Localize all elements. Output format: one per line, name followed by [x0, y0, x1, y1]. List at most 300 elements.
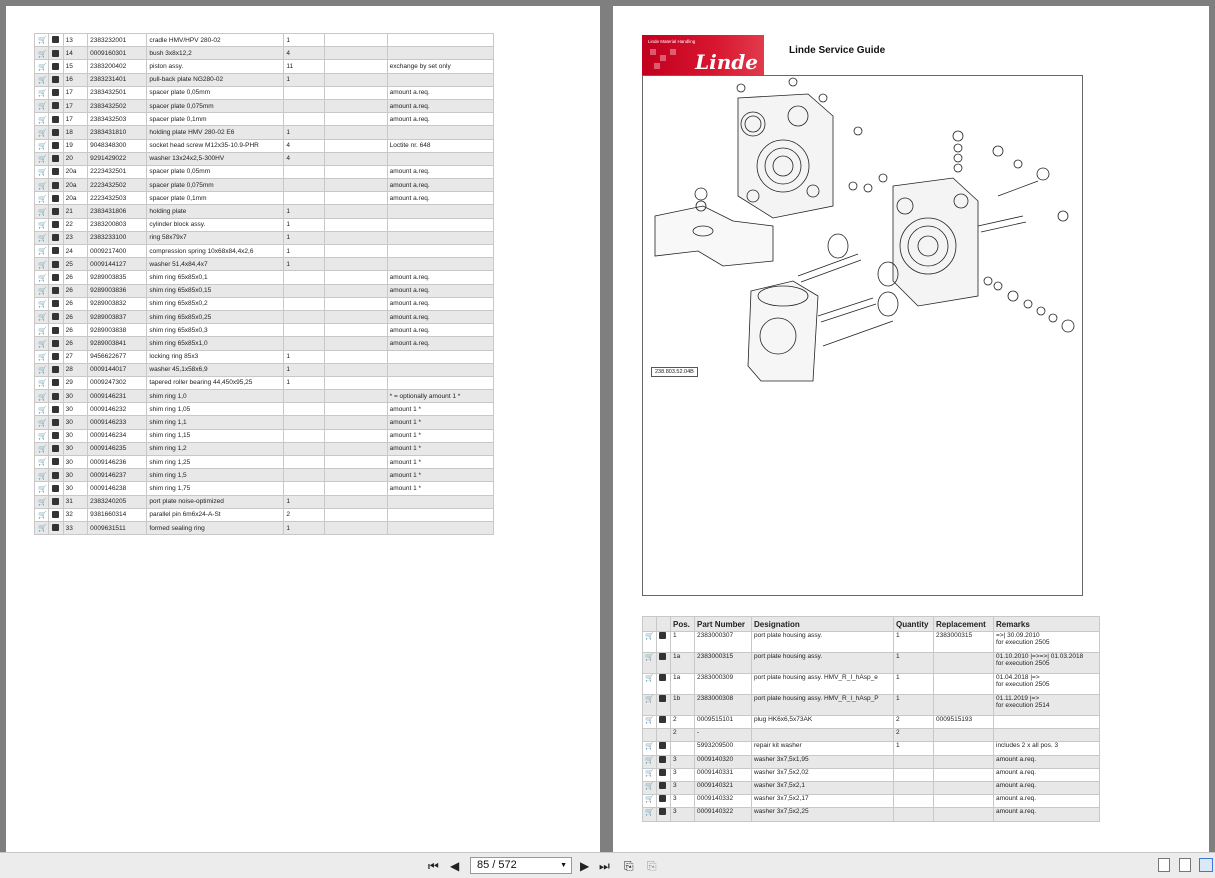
cart-icon[interactable]: 🛒: [38, 50, 47, 58]
parts-bag-icon[interactable]: [52, 142, 59, 149]
bag-cell: [49, 179, 63, 192]
bag-cell: [49, 60, 63, 73]
table-row: [35, 521, 494, 534]
cart-cell: [35, 284, 49, 297]
pos-cell: 17: [63, 86, 88, 99]
parts-bag-icon[interactable]: [52, 393, 59, 400]
cart-icon[interactable]: 🛒: [38, 222, 47, 230]
cart-icon[interactable]: 🛒: [645, 796, 654, 804]
cart-icon[interactable]: 🛒: [645, 717, 654, 724]
designation-cell: shim ring 65x85x0,25: [147, 310, 284, 323]
table-row: [643, 755, 1100, 768]
bag-cell: [49, 297, 63, 310]
cart-icon[interactable]: 🛒: [38, 380, 47, 388]
cart-cell: [35, 403, 49, 416]
remarks-cell: [994, 808, 1100, 821]
cart-icon[interactable]: 🛒: [38, 314, 47, 322]
pos-cell: 26: [63, 284, 88, 297]
parts-bag-icon[interactable]: [52, 406, 59, 413]
replacement-cell: [325, 245, 387, 258]
replacement-cell: [934, 781, 994, 794]
bag-cell: [49, 403, 63, 416]
parts-bag-icon[interactable]: [52, 261, 59, 268]
pos-cell: 26: [63, 310, 88, 323]
col-quantity: Quantity: [894, 617, 934, 632]
bag-cell: [49, 126, 63, 139]
single-page-icon[interactable]: [1158, 858, 1170, 872]
two-page-icon[interactable]: [1199, 858, 1213, 872]
quantity-cell: 1: [284, 350, 325, 363]
chevron-down-icon[interactable]: ▼: [560, 862, 567, 869]
replacement-cell: [325, 297, 387, 310]
replacement-cell: [325, 403, 387, 416]
bag-cell: [49, 192, 63, 205]
page-number-input[interactable]: [470, 857, 572, 874]
remarks-cell: [387, 508, 493, 521]
parts-bag-icon[interactable]: [659, 808, 666, 815]
cart-cell: [35, 152, 49, 165]
parts-bag-icon[interactable]: [659, 674, 666, 681]
cart-icon[interactable]: 🛒: [645, 743, 654, 751]
cart-icon[interactable]: 🛒: [38, 340, 47, 348]
parts-bag-icon[interactable]: [52, 102, 59, 109]
designation-cell: spacer plate 0,05mm: [147, 165, 284, 178]
cart-icon[interactable]: 🛒: [38, 446, 47, 454]
cart-icon[interactable]: 🛒: [38, 353, 47, 361]
cart-icon[interactable]: 🛒: [645, 654, 654, 661]
parts-bag-icon[interactable]: [52, 458, 59, 465]
replacement-cell: 2383000315: [934, 632, 994, 653]
pdf-page-right: [613, 6, 1209, 852]
remarks-cell: [387, 47, 493, 60]
cart-icon[interactable]: 🛒: [38, 248, 47, 256]
remarks-cell: [994, 632, 1100, 653]
replacement-cell: [934, 674, 994, 695]
cart-icon[interactable]: 🛒: [38, 90, 47, 98]
quantity-cell: 4: [284, 139, 325, 152]
part-number-cell: 0009140331: [695, 768, 752, 781]
forward-icon[interactable]: ⎘: [647, 859, 657, 873]
pos-cell: 14: [63, 47, 88, 60]
parts-bag-icon[interactable]: [52, 182, 59, 189]
parts-bag-icon[interactable]: [52, 129, 59, 136]
pos-cell: 20: [63, 152, 88, 165]
designation-cell: tapered roller bearing 44,450x95,25: [147, 376, 284, 389]
cart-cell: [35, 60, 49, 73]
continuous-icon[interactable]: [1179, 858, 1191, 872]
quantity-cell: 1: [284, 231, 325, 244]
remarks-cell: amount 1 *: [387, 482, 493, 495]
designation-cell: washer 51,4x84,4x7: [147, 258, 284, 271]
quantity-cell: [284, 310, 325, 323]
cart-icon[interactable]: 🛒: [645, 756, 654, 764]
last-page-icon[interactable]: ⏭: [599, 859, 610, 873]
parts-table-right: [642, 616, 1100, 822]
cart-icon[interactable]: 🛒: [645, 782, 654, 790]
bag-cell: [657, 755, 671, 768]
quantity-cell: 1: [894, 653, 934, 674]
cart-icon[interactable]: 🛒: [38, 485, 47, 493]
table-row: [643, 781, 1100, 794]
bag-cell: [49, 205, 63, 218]
parts-bag-icon[interactable]: [52, 76, 59, 83]
designation-cell: port plate noise-optimized: [147, 495, 284, 508]
pos-cell: 26: [63, 337, 88, 350]
parts-bag-icon[interactable]: [52, 195, 59, 202]
pos-cell: 2: [671, 716, 695, 729]
next-page-icon[interactable]: ▶: [580, 859, 590, 873]
cart-icon[interactable]: 🛒: [38, 103, 47, 111]
table-row: [35, 508, 494, 521]
cart-icon[interactable]: 🛒: [38, 419, 47, 427]
pos-cell: 1a: [671, 653, 695, 674]
pos-cell: 1b: [671, 695, 695, 716]
table-row: [35, 113, 494, 126]
linde-logo: [642, 35, 764, 76]
designation-cell: holding plate HMV 280-02 E6: [147, 126, 284, 139]
cart-icon[interactable]: 🛒: [38, 142, 47, 150]
quantity-cell: [284, 99, 325, 112]
pos-cell: 3: [671, 795, 695, 808]
parts-bag-icon[interactable]: [52, 524, 59, 531]
col-designation: Designation: [752, 617, 894, 632]
parts-bag-icon[interactable]: [52, 300, 59, 307]
quantity-cell: 2: [894, 729, 934, 742]
parts-bag-icon[interactable]: [52, 168, 59, 175]
designation-cell: shim ring 1,05: [147, 403, 284, 416]
cart-cell: [35, 508, 49, 521]
table-row: [643, 742, 1100, 755]
table-row: [35, 179, 494, 192]
remarks-cell: [994, 674, 1100, 695]
cart-icon[interactable]: 🛒: [38, 182, 47, 190]
quantity-cell: 1: [894, 674, 934, 695]
parts-bag-icon[interactable]: [659, 742, 666, 749]
replacement-cell: [325, 179, 387, 192]
cart-icon[interactable]: 🛒: [38, 301, 47, 309]
col-replacement: Replacement: [934, 617, 994, 632]
parts-bag-icon[interactable]: [52, 287, 59, 294]
cart-icon[interactable]: 🛒: [645, 633, 654, 640]
designation-cell: port plate housing assy. HMV_R_I_hAsp_e: [752, 674, 894, 695]
bag-cell: [49, 390, 63, 403]
quantity-cell: 2: [894, 716, 934, 729]
table-row: [35, 337, 494, 350]
designation-cell: pull-back plate NG280-02: [147, 73, 284, 86]
cart-icon[interactable]: 🛒: [38, 433, 47, 441]
parts-bag-icon[interactable]: [52, 208, 59, 215]
cart-icon[interactable]: 🛒: [645, 696, 654, 703]
remarks-cell: Loctite nr. 648: [387, 139, 493, 152]
part-number-cell: 9456622677: [88, 350, 147, 363]
exploded-parts-diagram: [642, 75, 1083, 596]
cart-icon[interactable]: 🛒: [645, 769, 654, 777]
bag-cell: [49, 47, 63, 60]
part-number-cell: 0009217400: [88, 245, 147, 258]
pos-cell: 3: [671, 808, 695, 821]
bag-cell: [49, 429, 63, 442]
replacement-cell: [325, 310, 387, 323]
cart-icon[interactable]: 🛒: [38, 195, 47, 203]
parts-bag-icon[interactable]: [52, 419, 59, 426]
parts-bag-icon[interactable]: [52, 366, 59, 373]
quantity-cell: [894, 795, 934, 808]
cart-cell: [35, 469, 49, 482]
quantity-cell: [894, 755, 934, 768]
back-icon[interactable]: ⎘: [624, 859, 634, 873]
remarks-line: 01.11.2019 |=>: [996, 695, 1040, 702]
quantity-cell: 4: [284, 152, 325, 165]
bag-cell: [49, 363, 63, 376]
quantity-cell: 1: [284, 34, 325, 47]
remarks-cell: [994, 695, 1100, 716]
part-number-cell: 0009144127: [88, 258, 147, 271]
pos-cell: 13: [63, 34, 88, 47]
parts-bag-icon[interactable]: [52, 116, 59, 123]
remarks-line: for execution 2505: [996, 660, 1050, 667]
cart-cell: [35, 99, 49, 112]
quantity-cell: 4: [284, 47, 325, 60]
table-row: [35, 442, 494, 455]
table-row: [35, 34, 494, 47]
table-row: [35, 47, 494, 60]
replacement-cell: [325, 113, 387, 126]
designation-cell: washer 3x7,5x2,25: [752, 808, 894, 821]
cart-cell: [35, 521, 49, 534]
cart-icon[interactable]: 🛒: [38, 63, 47, 71]
parts-bag-icon[interactable]: [659, 632, 666, 639]
cart-cell: [35, 205, 49, 218]
cart-icon[interactable]: 🛒: [38, 37, 47, 45]
remarks-cell: [387, 363, 493, 376]
quantity-cell: 2: [284, 508, 325, 521]
quantity-cell: [284, 324, 325, 337]
bag-cell: [49, 165, 63, 178]
pos-cell: [671, 742, 695, 755]
remarks-cell: amount 1 *: [387, 416, 493, 429]
table-row: [35, 218, 494, 231]
parts-bag-icon[interactable]: [52, 63, 59, 70]
part-number-cell: 2223432502: [88, 179, 147, 192]
cart-icon[interactable]: 🛒: [645, 809, 654, 817]
parts-bag-icon[interactable]: [659, 756, 666, 763]
page-header: [642, 35, 1083, 75]
pos-cell: 30: [63, 482, 88, 495]
remarks-cell: [387, 218, 493, 231]
replacement-cell: [325, 165, 387, 178]
quantity-cell: [284, 113, 325, 126]
cart-cell: [643, 781, 657, 794]
table-row: [35, 416, 494, 429]
part-number-cell: 0009146234: [88, 429, 147, 442]
remarks-cell: [994, 768, 1100, 781]
cart-cell: [35, 456, 49, 469]
replacement-cell: 0009515193: [934, 716, 994, 729]
cart-cell: [35, 482, 49, 495]
parts-bag-icon[interactable]: [659, 769, 666, 776]
designation-cell: holding plate: [147, 205, 284, 218]
cart-icon[interactable]: 🛒: [38, 459, 47, 467]
cart-cell: [35, 310, 49, 323]
parts-bag-icon[interactable]: [659, 795, 666, 802]
pos-cell: 26: [63, 324, 88, 337]
part-number-cell: 2383200803: [88, 218, 147, 231]
cart-icon[interactable]: 🛒: [38, 169, 47, 177]
cart-icon[interactable]: 🛒: [38, 261, 47, 269]
remarks-cell: [387, 521, 493, 534]
pos-cell: 3: [671, 781, 695, 794]
cart-icon[interactable]: 🛒: [38, 208, 47, 216]
cart-cell: [35, 245, 49, 258]
table-row: [643, 674, 1100, 695]
prev-page-icon[interactable]: ◀: [450, 859, 460, 873]
parts-bag-icon[interactable]: [659, 716, 666, 723]
parts-bag-icon[interactable]: [52, 247, 59, 254]
remarks-cell: amount a.req.: [387, 324, 493, 337]
page-title: Linde Service Guide: [789, 45, 886, 56]
cart-icon[interactable]: 🛒: [38, 77, 47, 85]
replacement-cell: [325, 86, 387, 99]
bag-cell: [657, 653, 671, 674]
table-row: [35, 284, 494, 297]
parts-bag-icon[interactable]: [52, 432, 59, 439]
replacement-cell: [325, 350, 387, 363]
part-number-cell: 2383000308: [695, 695, 752, 716]
table-row: [35, 126, 494, 139]
cart-cell: [643, 808, 657, 821]
designation-cell: shim ring 65x85x0,3: [147, 324, 284, 337]
designation-cell: shim ring 1,2: [147, 442, 284, 455]
pos-cell: 30: [63, 469, 88, 482]
cart-icon[interactable]: 🛒: [38, 288, 47, 296]
parts-bag-icon[interactable]: [52, 353, 59, 360]
bag-cell: [657, 795, 671, 808]
parts-bag-icon[interactable]: [52, 485, 59, 492]
replacement-cell: [934, 695, 994, 716]
parts-bag-icon[interactable]: [52, 221, 59, 228]
pos-cell: 30: [63, 390, 88, 403]
parts-bag-icon[interactable]: [52, 234, 59, 241]
parts-bag-icon[interactable]: [52, 327, 59, 334]
cart-icon[interactable]: 🛒: [38, 156, 47, 164]
pos-cell: 30: [63, 416, 88, 429]
cart-icon[interactable]: 🛒: [38, 235, 47, 243]
cart-cell: [35, 34, 49, 47]
cart-icon[interactable]: 🛒: [38, 525, 47, 533]
quantity-cell: [284, 429, 325, 442]
designation-cell: port plate housing assy. HMV_R_I_hAsp_P: [752, 695, 894, 716]
parts-bag-icon[interactable]: [52, 340, 59, 347]
table-row: [35, 350, 494, 363]
bag-cell: [49, 245, 63, 258]
cart-icon[interactable]: 🛒: [38, 406, 47, 414]
designation-cell: piston assy.: [147, 60, 284, 73]
cart-icon[interactable]: 🛒: [38, 327, 47, 335]
quantity-cell: 1: [284, 218, 325, 231]
replacement-cell: [325, 363, 387, 376]
replacement-cell: [934, 729, 994, 742]
bag-cell: [49, 231, 63, 244]
table-row: [35, 165, 494, 178]
cart-icon[interactable]: 🛒: [38, 367, 47, 375]
cart-icon[interactable]: 🛒: [38, 129, 47, 137]
parts-bag-icon[interactable]: [659, 782, 666, 789]
bag-cell: [657, 808, 671, 821]
part-number-cell: 0009146231: [88, 390, 147, 403]
parts-bag-icon[interactable]: [52, 498, 59, 505]
pos-cell: 23: [63, 231, 88, 244]
cart-icon[interactable]: 🛒: [38, 512, 47, 520]
remarks-cell: amount 1 *: [387, 469, 493, 482]
quantity-cell: [894, 781, 934, 794]
parts-bag-icon[interactable]: [52, 379, 59, 386]
quantity-cell: 1: [284, 376, 325, 389]
logo-wordmark: Linde: [695, 50, 758, 74]
bag-cell: [49, 324, 63, 337]
designation-cell: [752, 729, 894, 742]
remarks-line: amount a.req.: [996, 795, 1037, 803]
cart-cell: [35, 231, 49, 244]
bag-cell: [49, 495, 63, 508]
quantity-cell: [894, 768, 934, 781]
replacement-cell: [325, 205, 387, 218]
quantity-cell: 1: [284, 258, 325, 271]
remarks-cell: exchange by set only: [387, 60, 493, 73]
designation-cell: shim ring 1,25: [147, 456, 284, 469]
parts-bag-icon[interactable]: [52, 36, 59, 43]
bag-cell: [657, 674, 671, 695]
parts-bag-icon[interactable]: [52, 511, 59, 518]
part-number-cell: 9048348300: [88, 139, 147, 152]
part-number-cell: 0009146233: [88, 416, 147, 429]
table-row: [35, 139, 494, 152]
parts-bag-icon[interactable]: [659, 695, 666, 702]
table-row: [35, 403, 494, 416]
cart-cell: [35, 297, 49, 310]
pos-cell: 25: [63, 258, 88, 271]
parts-bag-icon[interactable]: [52, 89, 59, 96]
cart-icon[interactable]: 🛒: [645, 675, 654, 682]
part-number-cell: 0009146235: [88, 442, 147, 455]
remarks-cell: amount a.req.: [387, 337, 493, 350]
designation-cell: cradle HMV/HPV 280-02: [147, 34, 284, 47]
cart-icon[interactable]: 🛒: [38, 274, 47, 282]
remarks-cell: [994, 755, 1100, 768]
remarks-cell: [994, 795, 1100, 808]
parts-bag-icon[interactable]: [52, 155, 59, 162]
cart-icon[interactable]: 🛒: [38, 472, 47, 480]
cart-cell: [643, 795, 657, 808]
bag-cell: [49, 456, 63, 469]
cart-icon[interactable]: 🛒: [38, 499, 47, 507]
cart-icon[interactable]: 🛒: [38, 393, 47, 401]
remarks-cell: amount a.req.: [387, 284, 493, 297]
designation-cell: washer 3x7,5x2,17: [752, 795, 894, 808]
parts-bag-icon[interactable]: [52, 274, 59, 281]
cart-icon[interactable]: 🛒: [38, 116, 47, 124]
designation-cell: shim ring 1,75: [147, 482, 284, 495]
parts-bag-icon[interactable]: [52, 472, 59, 479]
parts-bag-icon[interactable]: [659, 653, 666, 660]
quantity-cell: [284, 192, 325, 205]
remarks-cell: [387, 73, 493, 86]
parts-bag-icon[interactable]: [52, 313, 59, 320]
first-page-icon[interactable]: ⏮: [428, 859, 439, 873]
parts-bag-icon[interactable]: [52, 50, 59, 57]
parts-bag-icon[interactable]: [52, 445, 59, 452]
table-row: [35, 390, 494, 403]
designation-cell: shim ring 65x85x0,1: [147, 271, 284, 284]
